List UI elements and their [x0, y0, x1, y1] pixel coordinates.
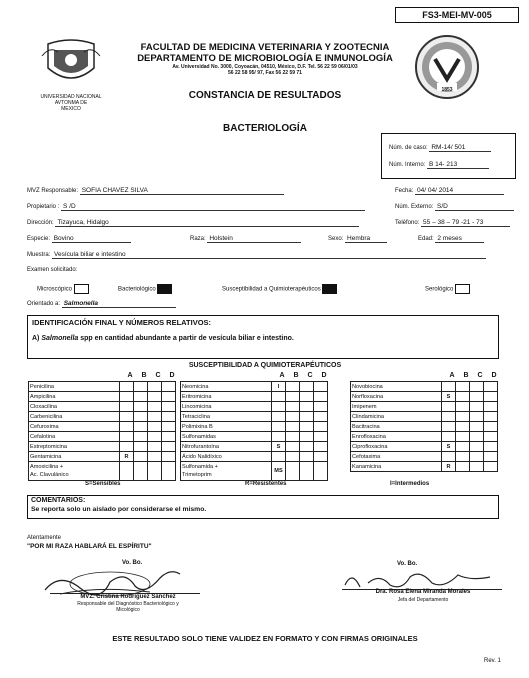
table-row [29, 442, 176, 452]
result-cell [314, 442, 328, 452]
result-cell [286, 392, 300, 402]
identification-text: spp en cantidad abundante a partir de vesícula biliar e intestino. [80, 335, 294, 342]
drug-name: Ciprofloxacina [351, 442, 442, 452]
result-cell [470, 442, 484, 452]
drug-name: Imipenem [351, 402, 442, 412]
result-cell [456, 392, 470, 402]
table-row [351, 432, 498, 442]
sample-value: Vesícula biliar e intestino [52, 251, 486, 259]
result-cell [120, 442, 134, 452]
atentamente: Atentamente [27, 535, 62, 541]
result-cell [134, 452, 148, 462]
result-cell [148, 452, 162, 462]
drug-name: Cefalotina [29, 432, 120, 442]
column-header-c: C [307, 372, 313, 379]
result-cell [470, 422, 484, 432]
table-row [29, 422, 176, 432]
result-cell: I [272, 382, 286, 392]
drug-name: Amoxicilina + Ac. Clavulánico [29, 462, 120, 481]
result-cell [442, 452, 456, 462]
result-cell: S [442, 442, 456, 452]
result-cell [484, 452, 498, 462]
table-row [181, 422, 328, 432]
result-cell [470, 382, 484, 392]
university-name: UNIVERSIDAD NACIONAL AVTONMA DE MEXICO [40, 94, 102, 112]
legend-sensitive: S=Sensibles [85, 481, 121, 487]
result-cell: MS [272, 462, 286, 481]
drug-name: Clindamicina [351, 412, 442, 422]
drug-name: Norfloxacina [351, 392, 442, 402]
column-header-d: D [321, 372, 327, 379]
table-row [29, 412, 176, 422]
result-cell [470, 432, 484, 442]
result-cell [300, 382, 314, 392]
result-cell [300, 412, 314, 422]
result-cell [148, 392, 162, 402]
result-cell [286, 442, 300, 452]
table-row [181, 442, 328, 452]
result-cell [314, 452, 328, 462]
susceptibility-table-3 [350, 381, 498, 472]
result-cell [162, 462, 176, 481]
microscopic-checkbox[interactable] [74, 284, 89, 294]
oriented-label: Orientado a: [27, 301, 61, 307]
result-cell [314, 392, 328, 402]
drug-name: Ácido Nalidíxico [181, 452, 272, 462]
result-cell [300, 422, 314, 432]
table-row [29, 382, 176, 392]
department-address: Av. Universidad No. 3000, Coyoacán, 04510, México, D.F. Tel. 56 22 59 06/01/03 [172, 64, 358, 70]
left-signer-name: MVZ. Cristina Rodríguez Sánchez [80, 594, 176, 600]
result-cell [484, 392, 498, 402]
result-cell [162, 432, 176, 442]
result-cell [286, 412, 300, 422]
result-cell [470, 392, 484, 402]
result-cell [148, 442, 162, 452]
column-header-b: B [141, 372, 147, 379]
result-cell [120, 412, 134, 422]
susceptibility-table-2 [180, 381, 328, 481]
result-cell [148, 422, 162, 432]
result-cell [300, 402, 314, 412]
department-phones: 56 22 58 95/ 97, Fax 56 22 59 71 [228, 70, 302, 76]
identification-organism: Salmonella [41, 335, 79, 342]
result-cell [442, 432, 456, 442]
drug-name: Polimixina B [181, 422, 272, 432]
result-cell [314, 412, 328, 422]
internal-number-label: Núm. Interno: [389, 162, 426, 168]
sample-label: Muestra: [27, 252, 51, 258]
result-cell [484, 412, 498, 422]
result-cell [120, 462, 134, 481]
drug-name: Gentamicina [29, 452, 120, 462]
table-row [351, 462, 498, 472]
drug-name: Cloxacilina [29, 402, 120, 412]
breed-label: Raza: [190, 236, 206, 242]
bacteriological-checkbox[interactable] [157, 284, 172, 294]
result-cell [134, 432, 148, 442]
left-signer-role-2: Micológico [116, 607, 140, 613]
result-cell [314, 462, 328, 481]
table-row [351, 412, 498, 422]
result-cell [272, 402, 286, 412]
susceptibility-title: SUSCEPTIBILIDAD A QUIMIOTERAPÉUTICOS [188, 362, 342, 369]
susceptibility-checkbox[interactable] [322, 284, 337, 294]
drug-name: Cefotaxima [351, 452, 442, 462]
vobo-left: Vo. Bo. [122, 560, 143, 566]
result-cell [272, 432, 286, 442]
result-cell [314, 402, 328, 412]
result-cell [314, 432, 328, 442]
drug-name: Carbenicilina [29, 412, 120, 422]
table-row [29, 392, 176, 402]
column-header-d: D [169, 372, 175, 379]
drug-name: Nitrofurantoína [181, 442, 272, 452]
right-signer-role: Jefa del Departamento [397, 597, 449, 603]
date-value: 04/ 04/ 2014 [415, 187, 504, 195]
result-cell [120, 432, 134, 442]
result-cell [286, 462, 300, 481]
drug-name: Bacitracina [351, 422, 442, 432]
result-cell [120, 422, 134, 432]
column-header-b: B [463, 372, 469, 379]
result-cell [286, 432, 300, 442]
section-title: BACTERIOLOGÍA [223, 123, 307, 134]
table-row [351, 422, 498, 432]
species-value: Bovino [52, 235, 131, 243]
result-cell [470, 452, 484, 462]
date-label: Fecha: [395, 188, 414, 194]
table-row [29, 432, 176, 442]
revision: Rev. 1 [484, 658, 501, 664]
result-cell [456, 432, 470, 442]
result-cell [162, 442, 176, 452]
result-cell [134, 402, 148, 412]
phone-value: 55 – 38 – 79 -21 - 73 [421, 219, 510, 227]
result-cell [456, 452, 470, 462]
result-cell [148, 402, 162, 412]
table-row [29, 462, 176, 481]
faculty-name: FACULTAD DE MEDICINA VETERINARIA Y ZOOTECNIA [140, 42, 390, 53]
result-cell [120, 382, 134, 392]
drug-name: Tetraciclina [181, 412, 272, 422]
result-cell [300, 432, 314, 442]
legend-resistant: R=Resistentes [245, 481, 287, 487]
address-label: Dirección: [27, 220, 54, 226]
result-cell [314, 382, 328, 392]
age-label: Edad: [418, 236, 434, 242]
result-cell [162, 422, 176, 432]
result-cell [442, 382, 456, 392]
result-cell [134, 412, 148, 422]
result-cell [456, 402, 470, 412]
table-row [351, 382, 498, 392]
result-cell [442, 422, 456, 432]
address-value: Tizayuca, Hidalgo [55, 219, 359, 227]
table-row [181, 452, 328, 462]
result-cell [162, 402, 176, 412]
drug-name: Penicilina [29, 382, 120, 392]
sex-label: Sexo: [328, 236, 344, 242]
species-label: Especie: [27, 236, 51, 242]
result-cell [148, 432, 162, 442]
result-cell [442, 412, 456, 422]
mvz-value: SOFIA CHAVEZ SILVA [80, 187, 284, 195]
identification-prefix: A) [32, 335, 40, 342]
case-number-label: Núm. de caso: [389, 145, 428, 151]
owner-label: Propietario : [27, 204, 60, 210]
comments-title: COMENTARIOS: [31, 497, 86, 504]
result-cell [162, 452, 176, 462]
department-name: DEPARTAMENTO DE MICROBIOLOGÍA E INMUNOLOGÍA [137, 53, 393, 64]
drug-name: Enrofloxacina [351, 432, 442, 442]
age-value: 2 meses [435, 235, 484, 243]
susceptibility-table-1 [28, 381, 176, 481]
drug-name: Cefuroxima [29, 422, 120, 432]
result-cell [148, 412, 162, 422]
table-row [181, 382, 328, 392]
result-cell [148, 462, 162, 481]
result-cell [456, 462, 470, 472]
identification-title: IDENTIFICACIÓN FINAL Y NÚMEROS RELATIVOS: [32, 318, 212, 327]
table-row [351, 402, 498, 412]
drug-name: Eritromicina [181, 392, 272, 402]
result-cell [134, 442, 148, 452]
table-row [351, 392, 498, 402]
document-title: CONSTANCIA DE RESULTADOS [188, 90, 342, 101]
left-signer-role-1: Responsable del Diagnóstico Bacteriológico y [77, 601, 179, 607]
breed-value: Holstein [207, 235, 301, 243]
form-code: FS3-MEI-MV-005 [395, 7, 519, 23]
result-cell [484, 422, 498, 432]
drug-name: Neomicina [181, 382, 272, 392]
result-cell [272, 422, 286, 432]
result-cell [456, 412, 470, 422]
microscopic-label: Microscópico [37, 286, 73, 293]
table-row [351, 452, 498, 462]
column-header-c: C [155, 372, 161, 379]
result-cell [272, 412, 286, 422]
table-row [181, 412, 328, 422]
result-cell [300, 462, 314, 481]
result-cell [442, 402, 456, 412]
right-signer-name: Dra. Rosa Elena Miranda Morales [375, 589, 471, 595]
table-row [181, 462, 328, 481]
column-header-d: D [491, 372, 497, 379]
result-cell [470, 462, 484, 472]
mvz-label: MVZ Responsable: [27, 188, 79, 194]
exam-requested-label: Examen solicitado: [27, 267, 78, 273]
susceptibility-label: Susceptibilidad a Quimioterapéuticos [222, 286, 321, 293]
result-cell [484, 462, 498, 472]
comments-text: Se reporta solo un aislado por considerarse el mismo. [31, 506, 207, 513]
result-cell [286, 422, 300, 432]
result-cell: R [120, 452, 134, 462]
result-cell [470, 402, 484, 412]
vobo-right: Vo. Bo. [397, 561, 418, 567]
external-number-value: S/D [435, 203, 514, 211]
drug-name: Ampicilina [29, 392, 120, 402]
result-cell [120, 392, 134, 402]
table-row [351, 442, 498, 452]
result-cell [134, 392, 148, 402]
result-cell [148, 382, 162, 392]
column-header-b: B [293, 372, 299, 379]
result-cell [162, 392, 176, 402]
identification-box [27, 315, 499, 359]
result-cell [134, 382, 148, 392]
legend-intermediate: I=Intermedios [390, 481, 430, 487]
result-cell [286, 452, 300, 462]
result-cell [484, 432, 498, 442]
result-cell [470, 412, 484, 422]
column-header-c: C [477, 372, 483, 379]
table-row [181, 432, 328, 442]
result-cell [484, 382, 498, 392]
result-cell [272, 452, 286, 462]
table-row [181, 392, 328, 402]
result-cell: S [442, 392, 456, 402]
result-cell [134, 462, 148, 481]
result-cell [484, 402, 498, 412]
external-number-label: Núm. Externo: [395, 204, 434, 210]
column-header-a: A [127, 372, 133, 379]
table-row [181, 402, 328, 412]
drug-name: Sulfonamidas [181, 432, 272, 442]
result-cell [286, 402, 300, 412]
serological-checkbox[interactable] [455, 284, 470, 294]
owner-value: S /D [61, 203, 365, 211]
result-cell [286, 382, 300, 392]
result-cell: R [442, 462, 456, 472]
phone-label: Teléfono: [395, 220, 420, 226]
result-cell [162, 382, 176, 392]
result-cell [272, 392, 286, 402]
seal-year: 1853 [441, 87, 453, 93]
drug-name: Novobiocina [351, 382, 442, 392]
bacteriological-label: Bacteriológico [118, 286, 156, 293]
result-cell: S [272, 442, 286, 452]
drug-name: Sulfonamida + Trimetoprim [181, 462, 272, 481]
case-box [381, 133, 516, 179]
drug-name: Estreptomicina [29, 442, 120, 452]
result-cell [484, 442, 498, 452]
result-cell [300, 452, 314, 462]
result-cell [456, 422, 470, 432]
column-header-a: A [449, 372, 455, 379]
serological-label: Serológico [425, 286, 454, 293]
validity-notice: ESTE RESULTADO SOLO TIENE VALIDEZ EN FORMATO Y CON FIRMAS ORIGINALES [112, 634, 418, 643]
result-cell [314, 422, 328, 432]
case-number: RM-14/ 501 [429, 144, 491, 152]
result-cell [300, 442, 314, 452]
result-cell [162, 412, 176, 422]
column-header-a: A [279, 372, 285, 379]
table-row [29, 452, 176, 462]
sex-value: Hembra [345, 235, 387, 243]
motto: "POR MI RAZA HABLARÁ EL ESPÍRITU" [27, 543, 152, 550]
result-cell [300, 392, 314, 402]
result-cell [134, 422, 148, 432]
university-logo [40, 38, 102, 93]
drug-name: Kanamicina [351, 462, 442, 472]
result-cell [456, 442, 470, 452]
result-cell [456, 382, 470, 392]
internal-number: B 14- 213 [427, 161, 489, 169]
oriented-value: Salmonella [62, 300, 176, 308]
result-cell [120, 402, 134, 412]
drug-name: Lincomicina [181, 402, 272, 412]
table-row [29, 402, 176, 412]
comments-box [27, 495, 499, 519]
